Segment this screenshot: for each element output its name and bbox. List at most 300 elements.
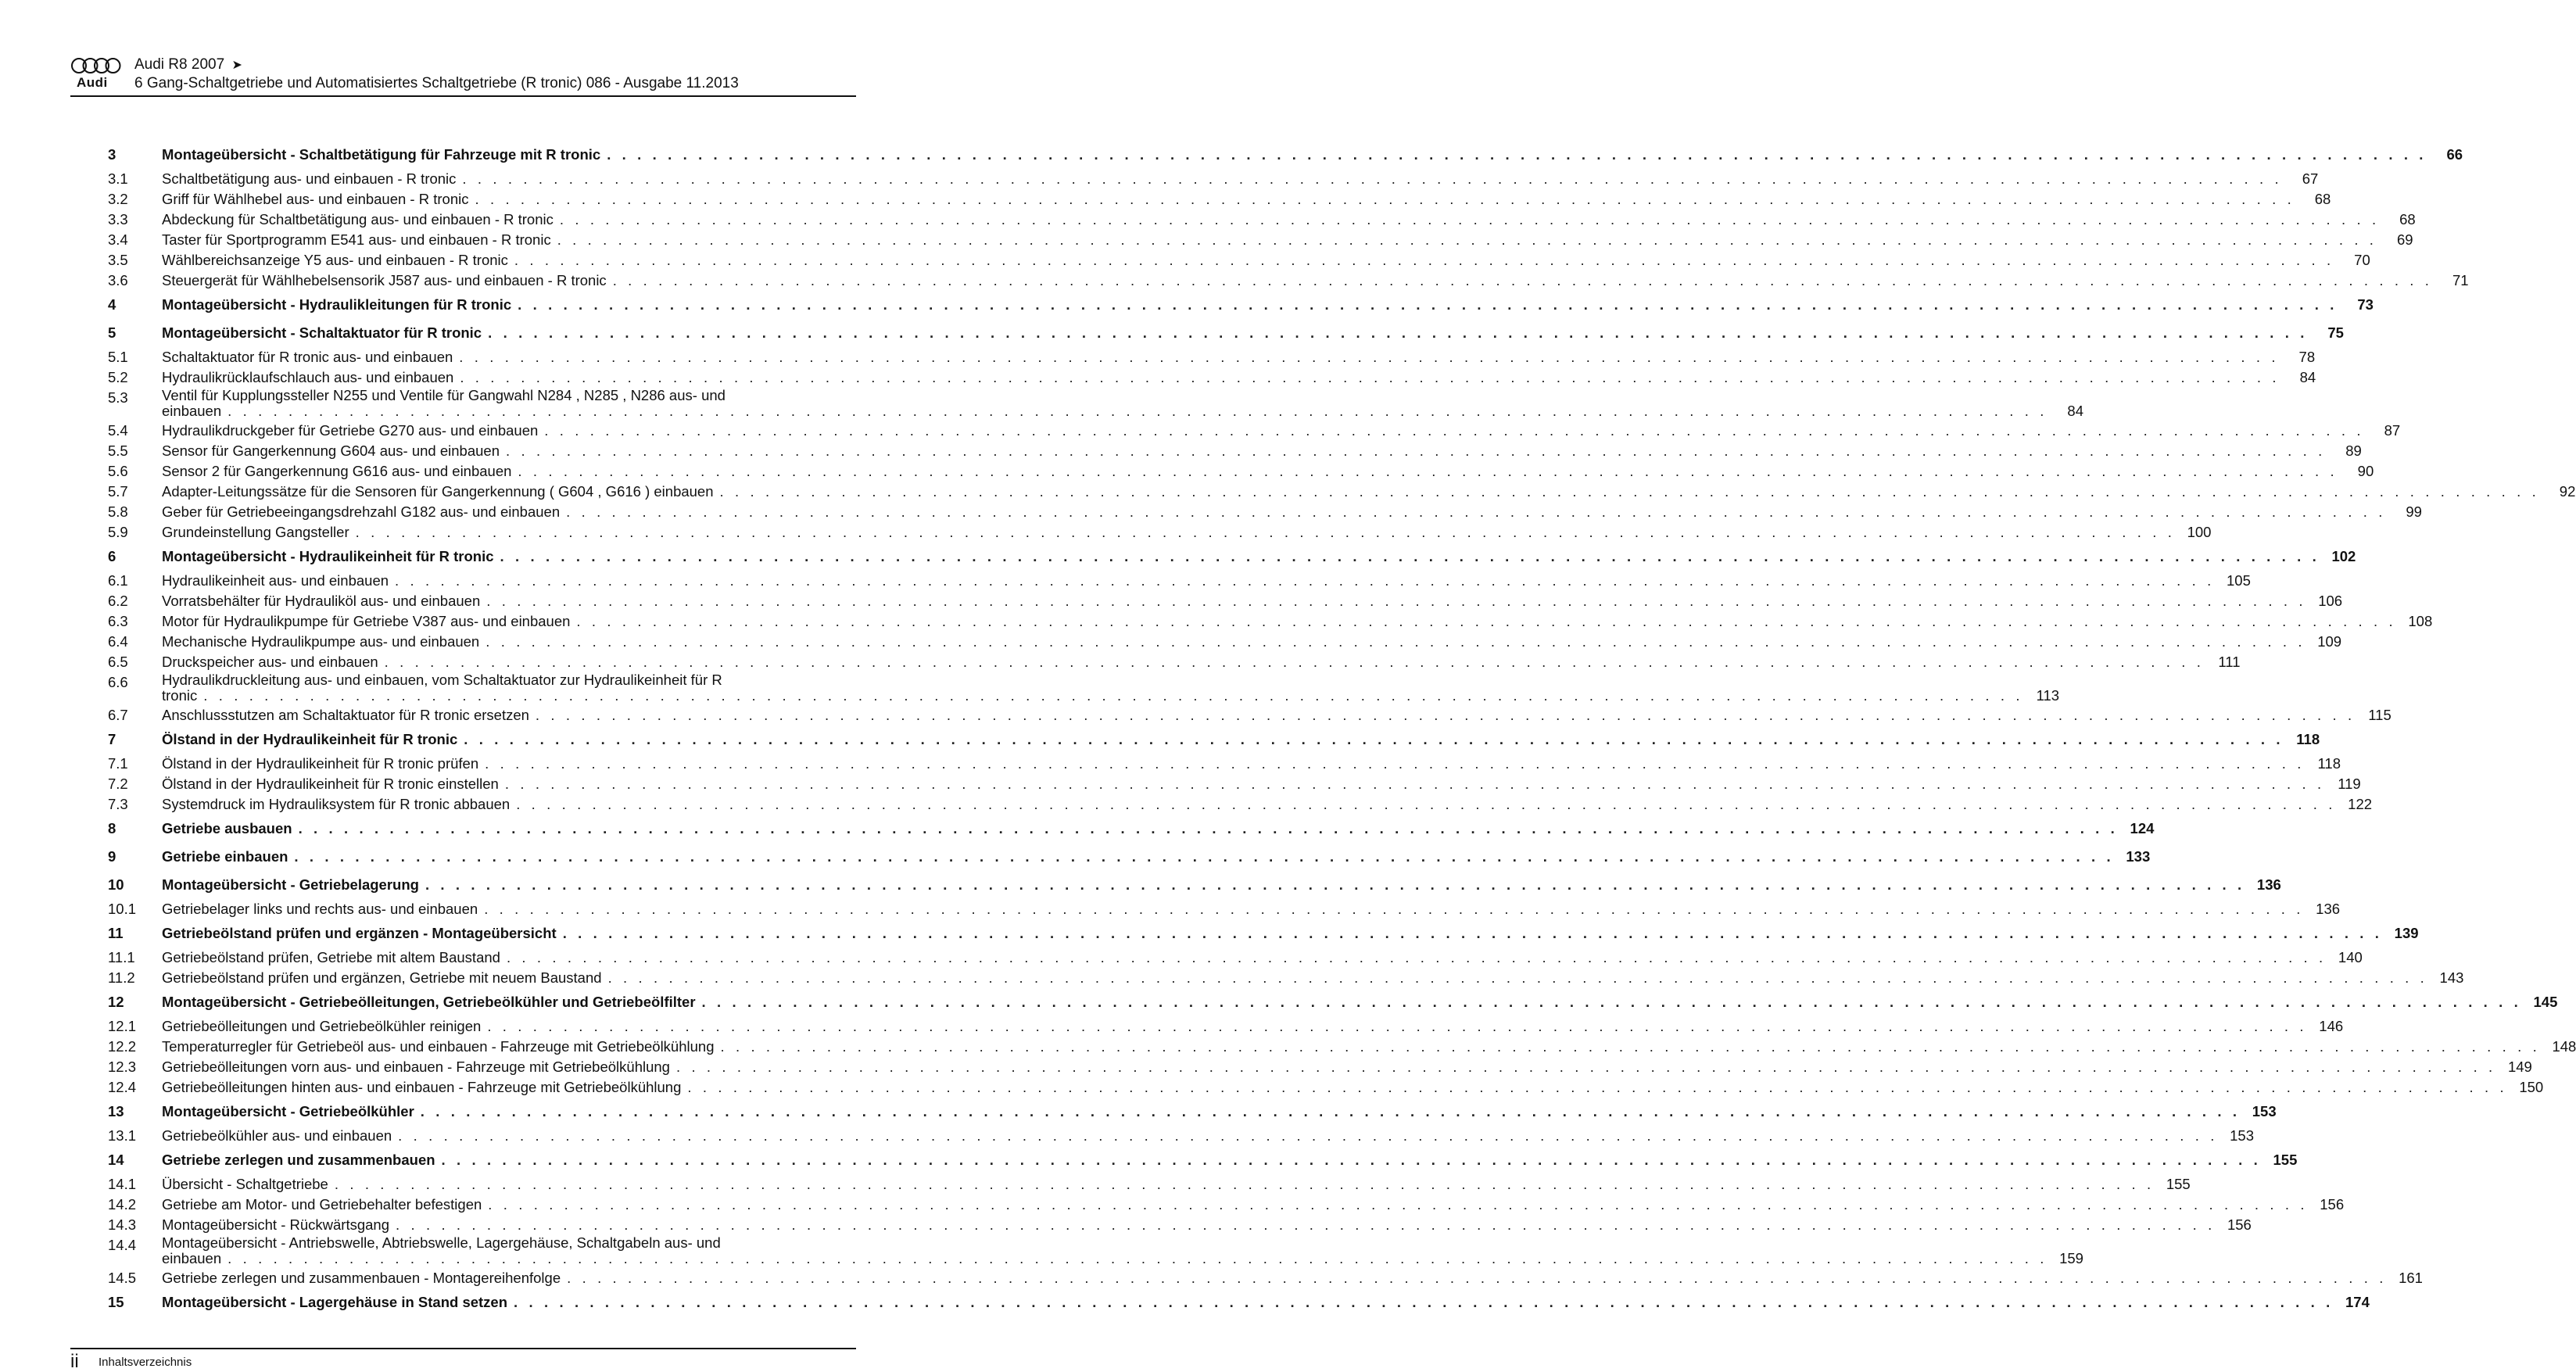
toc-entry[interactable]: [108, 169, 2319, 189]
toc-entry-body: [162, 1077, 2544, 1098]
toc-number: 3.4: [108, 231, 128, 248]
toc-entry[interactable]: [108, 1126, 2254, 1146]
toc-entry-body: [162, 611, 2433, 632]
dot-leader: . . . . . . . . . . . . . . . . . . . . . . . . . . . . . . . . . . . . . . . . . . . . . . . . . . . . . . . . . . . . . . . . . . . . . . . . . . . . . . . . . . . . . . . . . . . . . . . . . . . . . . . . . . . . . . . . . . . . . . . .: [485, 755, 2305, 772]
toc-chapter-entry[interactable]: [108, 988, 2558, 1016]
toc-title: Griff für Wählhebel aus- und einbauen - R tronic: [162, 191, 469, 207]
toc-entry[interactable]: [108, 421, 2401, 441]
toc-entry-body: [162, 1126, 2254, 1146]
toc-title: Getriebeölkühler aus- und einbauen: [162, 1127, 392, 1144]
toc-chapter-entry[interactable]: [108, 1288, 2370, 1316]
toc-entry-body: [162, 421, 2401, 441]
audi-rings-icon: [70, 56, 122, 75]
toc-number: 6.2: [108, 593, 128, 609]
toc-entry-body: [162, 899, 2341, 919]
toc-chapter-entry[interactable]: [108, 543, 2356, 571]
dot-leader: . . . . . . . . . . . . . . . . . . . . . . . . . . . . . . . . . . . . . . . . . . . . . . . . . . . . . . . . . . . . . . . . . . . . . . . . . . . . . . . . . . . . . . . . . . . . . . . . . . . . . . . . . . . . . . . . . . . . . . . .: [228, 1250, 2048, 1266]
toc-number: 5.7: [108, 483, 128, 500]
toc-page-number: 89: [2345, 442, 2362, 459]
toc-page-number: 136: [2256, 876, 2281, 893]
toc-page-number: 105: [2227, 572, 2251, 589]
dot-leader: . . . . . . . . . . . . . . . . . . . . . . . . . . . . . . . . . . . . . . . . . . . . . . . . . . . . . . . . . . . . . . . . . . . . . . . . . . . . . . . . . . . . . . . . . . . . . . . . . . . . . . . . . . . . . . . . . . . . . . . .: [612, 272, 2433, 288]
toc-entry[interactable]: [108, 774, 2361, 794]
toc-entry-body: [162, 1016, 2344, 1037]
dot-leader: . . . . . . . . . . . . . . . . . . . . . . . . . . . . . . . . . . . . . . . . . . . . . . . . . . . . . . . . . . . . . . . . . . . . . . . . . . . . . . . . . . . . . . . . . . . . . . . . . . . . . . . . . . . . . . . . . . . . . . . .: [504, 776, 2325, 792]
dot-leader: . . . . . . . . . . . . . . . . . . . . . . . . . . . . . . . . . . . . . . . . . . . . . . . . . . . . . . . . . . . . . . . . . . . . . . . . . . . . . . . . . . . . . . . . . . . . . . . . . . . . . . . . . . . . . . . . . . . . . . . .: [459, 349, 2280, 365]
toc-number: 7.2: [108, 776, 128, 792]
toc-entry-body: [162, 441, 2362, 461]
toc-number: 10: [108, 876, 124, 893]
dot-leader: . . . . . . . . . . . . . . . . . . . . . . . . . . . . . . . . . . . . . . . . . . . . . . . . . . . . . . . . . . . . . . . . . . . . . . . . . . . . . . . . . . . . . . . . . . . . . . . . . . . . . . . . . . . . . . . . . . . . . . . .: [462, 170, 2283, 187]
toc-title: Hydraulikeinheit aus- und einbauen: [162, 572, 389, 589]
toc-title: Schaltbetätigung aus- und einbauen - R tronic: [162, 170, 457, 187]
toc-entry-body: [162, 705, 2391, 725]
dot-leader: . . . . . . . . . . . . . . . . . . . . . . . . . . . . . . . . . . . . . . . . . . . . . . . . . . . . . . . . . . . . . . . . . . . . . . . . . . . . . . . . . . . . . . . . . . . . . . . . . . . . . . . . . . . . . . . . . . . . . . . .: [559, 211, 2380, 227]
toc-entry[interactable]: [108, 1215, 2252, 1235]
toc-number: 7.1: [108, 755, 128, 772]
toc-title: Getriebelager links und rechts aus- und einbauen: [162, 901, 478, 917]
toc-chapter-entry[interactable]: [108, 1098, 2277, 1126]
toc-number: 11.1: [108, 949, 135, 965]
dot-leader: . . . . . . . . . . . . . . . . . . . . . . . . . . . . . . . . . . . . . . . . . . . . . . . . . . . . . . . . . . . . . . . . . . . . . . . . . . . . . . . . . . . . . . . . . . . . . . . . . . . . . . . . . . . . . . . . . . . . . . . .: [544, 422, 2365, 439]
toc-title: Getriebeölleitungen hinten aus- und einbauen - Fahrzeuge mit Getriebeölkühlung: [162, 1079, 682, 1095]
toc-entry-body: [162, 522, 2212, 543]
dot-leader: . . . . . . . . . . . . . . . . . . . . . . . . . . . . . . . . . . . . . . . . . . . . . . . . . . . . . . . . . . . . . . . . . . . . . . . . . . . . . . . . . . . . . . . . . . . . . . . . . . . . . . . . . . . . . . . . . . . . . . . .: [487, 1018, 2308, 1034]
toc-number: 6.4: [108, 633, 128, 650]
toc-entry-body: [162, 546, 2356, 567]
toc-title: Montageübersicht - Hydraulikleitungen für R tronic: [162, 296, 512, 313]
toc-page-number: 124: [2130, 820, 2155, 836]
toc-entry-body: [162, 652, 2241, 672]
model-name: Audi R8 2007: [134, 56, 225, 73]
toc-page-number: 92: [2559, 483, 2576, 500]
toc-entry[interactable]: [108, 571, 2251, 591]
toc-number: 14.4: [108, 1237, 137, 1253]
toc-entry[interactable]: [108, 441, 2362, 461]
toc-entry[interactable]: [108, 1234, 2083, 1268]
toc-number: 14.3: [108, 1216, 137, 1233]
toc-entry-body: [162, 754, 2341, 774]
toc-title-continuation: tronic: [162, 687, 198, 704]
toc-number: 12.4: [108, 1079, 137, 1095]
toc-entry[interactable]: [108, 672, 2060, 705]
toc-page-number: 161: [2399, 1270, 2423, 1286]
page-header: [70, 56, 856, 97]
toc-title: Wählbereichsanzeige Y5 aus- und einbauen - R tronic: [162, 252, 508, 268]
toc-title: Montageübersicht - Getriebeölkühler: [162, 1103, 414, 1119]
dot-leader: . . . . . . . . . . . . . . . . . . . . . . . . . . . . . . . . . . . . . . . . . . . . . . . . . . . . . . . . . . . . . . . . . . . . . . . . . . . . . . . . . . . . . . . . . . . . . . . . . . . . . . . . . . . . . . . . . . . . . . . .: [506, 949, 2327, 965]
dot-leader: . . . . . . . . . . . . . . . . . . . . . . . . . . . . . . . . . . . . . . . . . . . . . . . . . . . . . . . . . . . . . . . . . . . . . . . . . . . . . . . . . . . . . . . . . . . . . . . . . . . . . . . . . . . . . . . . . . . . . . . .: [562, 925, 2383, 941]
toc-entry-body: [162, 1234, 2083, 1266]
toc-title: Hydraulikdruckgeber für Getriebe G270 aus- und einbauen: [162, 422, 539, 439]
toc-title: Getriebe einbauen: [162, 848, 288, 865]
toc-entry[interactable]: [108, 1174, 2191, 1195]
toc-page-number: 78: [2298, 349, 2316, 365]
toc-entry-body: [162, 169, 2319, 189]
dot-leader: . . . . . . . . . . . . . . . . . . . . . . . . . . . . . . . . . . . . . . . . . . . . . . . . . . . . . . . . . . . . . . . . . . . . . . . . . . . . . . . . . . . . . . . . . . . . . . . . . . . . . . . . . . . . . . . . . . . . . . . .: [425, 876, 2245, 893]
toc-title-continuation: einbauen: [162, 403, 222, 419]
toc-page-number: 68: [2399, 211, 2416, 227]
dot-leader: . . . . . . . . . . . . . . . . . . . . . . . . . . . . . . . . . . . . . . . . . . . . . . . . . . . . . . . . . . . . . . . . . . . . . . . . . . . . . . . . . . . . . . . . . . . . . . . . . . . . . . . . . . . . . . . . . . . . . . . .: [420, 1103, 2241, 1119]
dot-leader: . . . . . . . . . . . . . . . . . . . . . . . . . . . . . . . . . . . . . . . . . . . . . . . . . . . . . . . . . . . . . . . . . . . . . . . . . . . . . . . . . . . . . . . . . . . . . . . . . . . . . . . . . . . . . . . . . . . . . . . .: [557, 231, 2377, 248]
toc-entry-body: [162, 632, 2342, 652]
dot-leader: . . . . . . . . . . . . . . . . . . . . . . . . . . . . . . . . . . . . . . . . . . . . . . . . . . . . . . . . . . . . . . . . . . . . . . . . . . . . . . . . . . . . . . . . . . . . . . . . . . . . . . . . . . . . . . . . . . . . . . . .: [535, 707, 2356, 723]
toc-page-number: 87: [2384, 422, 2401, 439]
toc-entry-body: [162, 794, 2373, 815]
toc-title: Getriebe ausbauen: [162, 820, 292, 836]
toc-chapter-entry[interactable]: [108, 725, 2320, 754]
toc-page-number: 155: [2166, 1176, 2191, 1192]
toc-chapter-entry[interactable]: [108, 919, 2419, 948]
toc-entry-body: [162, 948, 2363, 968]
toc-number: 5.2: [108, 369, 128, 385]
toc-entry-body: [162, 1292, 2370, 1313]
toc-number: 6.7: [108, 707, 128, 723]
toc-page-number: 146: [2319, 1018, 2344, 1034]
toc-title: Getriebeölleitungen und Getriebeölkühler reinigen: [162, 1018, 482, 1034]
toc-title: Getriebeölstand prüfen und ergänzen - Montageübersicht: [162, 925, 557, 941]
toc-number: 3.5: [108, 252, 128, 268]
toc-title: Geber für Getriebeeingangsdrehzahl G182 aus- und einbauen: [162, 503, 561, 520]
dot-leader: . . . . . . . . . . . . . . . . . . . . . . . . . . . . . . . . . . . . . . . . . . . . . . . . . . . . . . . . . . . . . . . . . . . . . . . . . . . . . . . . . . . . . . . . . . . . . . . . . . . . . . . . . . . . . . . . . . . . . . . .: [607, 146, 2427, 163]
dot-leader: . . . . . . . . . . . . . . . . . . . . . . . . . . . . . . . . . . . . . . . . . . . . . . . . . . . . . . . . . . . . . . . . . . . . . . . . . . . . . . . . . . . . . . . . . . . . . . . . . . . . . . . . . . . . . . . . . . . . . . . .: [486, 593, 2307, 609]
toc-page-number: 66: [2446, 146, 2463, 163]
toc-entry-body: [162, 1215, 2252, 1235]
toc-entry-body: [162, 672, 2060, 704]
toc-entry[interactable]: [108, 652, 2241, 672]
toc-entry-body: [162, 295, 2374, 315]
toc-entry-body: [162, 1174, 2191, 1195]
toc-number: 10.1: [108, 901, 137, 917]
dot-leader: . . . . . . . . . . . . . . . . . . . . . . . . . . . . . . . . . . . . . . . . . . . . . . . . . . . . . . . . . . . . . . . . . . . . . . . . . . . . . . . . . . . . . . . . . . . . . . . . . . . . . . . . . . . . . . . . . . . . . . . .: [607, 969, 2428, 986]
toc-number: 6.5: [108, 654, 128, 670]
toc-page-number: 67: [2302, 170, 2319, 187]
arrow-icon: ➤: [231, 59, 242, 72]
toc-number: 5.9: [108, 524, 128, 540]
toc-number: 4: [108, 296, 116, 313]
toc-entry-body: [162, 923, 2419, 944]
toc-chapter-entry[interactable]: [108, 291, 2374, 319]
toc-title: Übersicht - Schaltgetriebe: [162, 1176, 328, 1192]
toc-entry[interactable]: [108, 461, 2374, 482]
dot-leader: . . . . . . . . . . . . . . . . . . . . . . . . . . . . . . . . . . . . . . . . . . . . . . . . . . . . . . . . . . . . . . . . . . . . . . . . . . . . . . . . . . . . . . . . . . . . . . . . . . . . . . . . . . . . . . . . . . . . . . . .: [488, 324, 2308, 341]
toc-entry-body: [162, 847, 2151, 867]
toc-title: Getriebe zerlegen und zusammenbauen: [162, 1152, 435, 1168]
toc-chapter-entry[interactable]: [108, 843, 2151, 871]
toc-page-number: 133: [2126, 848, 2151, 865]
model-title: [134, 56, 242, 73]
toc-entry-body: [162, 347, 2316, 367]
toc-title-continuation-line: [162, 687, 2060, 704]
toc-title: Sensor 2 für Gangerkennung G616 aus- und einbauen: [162, 463, 512, 479]
toc-entry-body: [162, 482, 2576, 502]
toc-number: 12.2: [108, 1038, 137, 1055]
toc-entry-body: [162, 875, 2281, 895]
dot-leader: . . . . . . . . . . . . . . . . . . . . . . . . . . . . . . . . . . . . . . . . . . . . . . . . . . . . . . . . . . . . . . . . . . . . . . . . . . . . . . . . . . . . . . . . . . . . . . . . . . . . . . . . . . . . . . . . . . . . . . . .: [720, 1038, 2541, 1055]
dot-leader: . . . . . . . . . . . . . . . . . . . . . . . . . . . . . . . . . . . . . . . . . . . . . . . . . . . . . . . . . . . . . . . . . . . . . . . . . . . . . . . . . . . . . . . . . . . . . . . . . . . . . . . . . . . . . . . . . . . . . . . .: [505, 442, 2326, 459]
header-divider: [70, 95, 856, 97]
toc-entry-body: [162, 992, 2558, 1012]
dot-leader: . . . . . . . . . . . . . . . . . . . . . . . . . . . . . . . . . . . . . . . . . . . . . . . . . . . . . . . . . . . . . . . . . . . . . . . . . . . . . . . . . . . . . . . . . . . . . . . . . . . . . . . . . . . . . . . . . . . . . . . .: [294, 848, 2115, 865]
toc-number: 6.1: [108, 572, 128, 589]
toc-number: 5.4: [108, 422, 128, 439]
toc-page-number: 150: [2519, 1079, 2544, 1095]
toc-entry-body: [162, 367, 2316, 388]
toc-entry[interactable]: [108, 968, 2464, 988]
toc-page-number: 153: [2230, 1127, 2254, 1144]
toc-number: 11.2: [108, 969, 135, 986]
dot-leader: . . . . . . . . . . . . . . . . . . . . . . . . . . . . . . . . . . . . . . . . . . . . . . . . . . . . . . . . . . . . . . . . . . . . . . . . . . . . . . . . . . . . . . . . . . . . . . . . . . . . . . . . . . . . . . . . . . . . . . . .: [228, 403, 2048, 419]
toc-number: 3.1: [108, 170, 128, 187]
toc-title: Adapter-Leitungssätze für die Sensoren für Gangerkennung ( G604 , G616 ) einbauen: [162, 483, 714, 500]
dot-leader: . . . . . . . . . . . . . . . . . . . . . . . . . . . . . . . . . . . . . . . . . . . . . . . . . . . . . . . . . . . . . . . . . . . . . . . . . . . . . . . . . . . . . . . . . . . . . . . . . . . . . . . . . . . . . . . . . . . . . . . .: [485, 633, 2306, 650]
toc-entry-body: [162, 729, 2320, 750]
document-subtitle: 6 Gang-Schaltgetriebe und Automatisiertes Schaltgetriebe (R tronic) 086 - Ausgabe 11.2013: [134, 75, 739, 91]
dot-leader: . . . . . . . . . . . . . . . . . . . . . . . . . . . . . . . . . . . . . . . . . . . . . . . . . . . . . . . . . . . . . . . . . . . . . . . . . . . . . . . . . . . . . . . . . . . . . . . . . . . . . . . . . . . . . . . . . . . . . . . .: [516, 796, 2337, 812]
toc-chapter-entry[interactable]: [108, 871, 2281, 899]
toc-entry[interactable]: [108, 754, 2341, 774]
toc-number: 14: [108, 1152, 124, 1168]
toc-entry[interactable]: [108, 1037, 2576, 1057]
dot-leader: . . . . . . . . . . . . . . . . . . . . . . . . . . . . . . . . . . . . . . . . . . . . . . . . . . . . . . . . . . . . . . . . . . . . . . . . . . . . . . . . . . . . . . . . . . . . . . . . . . . . . . . . . . . . . . . . . . . . . . . .: [518, 463, 2338, 479]
dot-leader: . . . . . . . . . . . . . . . . . . . . . . . . . . . . . . . . . . . . . . . . . . . . . . . . . . . . . . . . . . . . . . . . . . . . . . . . . . . . . . . . . . . . . . . . . . . . . . . . . . . . . . . . . . . . . . . . . . . . . . . .: [576, 613, 2397, 629]
toc-entry-body: [162, 145, 2463, 165]
toc-number: 5: [108, 324, 116, 341]
toc-entry[interactable]: [108, 948, 2363, 968]
toc-number: 3.3: [108, 211, 128, 227]
dot-leader: . . . . . . . . . . . . . . . . . . . . . . . . . . . . . . . . . . . . . . . . . . . . . . . . . . . . . . . . . . . . . . . . . . . . . . . . . . . . . . . . . . . . . . . . . . . . . . . . . . . . . . . . . . . . . . . . . . . . . . . .: [514, 252, 2334, 268]
toc-entry[interactable]: [108, 1016, 2344, 1037]
toc-entry-body: [162, 270, 2469, 291]
toc-entry-body: [162, 1150, 2298, 1170]
toc-title: Getriebeölstand prüfen und ergänzen, Getriebe mit neuem Baustand: [162, 969, 602, 986]
toc-title: Schaltaktuator für R tronic aus- und einbauen: [162, 349, 453, 365]
toc-page-number: 113: [2036, 687, 2060, 704]
toc-title: Hydraulikrücklaufschlauch aus- und einbauen: [162, 369, 454, 385]
toc-entry-body: [162, 461, 2374, 482]
toc-title: Motor für Hydraulikpumpe für Getriebe V387 aus- und einbauen: [162, 613, 571, 629]
toc-number: 14.1: [108, 1176, 137, 1192]
toc-page-number: 111: [2218, 654, 2241, 670]
toc-entry[interactable]: [108, 270, 2469, 291]
toc-entry[interactable]: [108, 794, 2373, 815]
dot-leader: . . . . . . . . . . . . . . . . . . . . . . . . . . . . . . . . . . . . . . . . . . . . . . . . . . . . . . . . . . . . . . . . . . . . . . . . . . . . . . . . . . . . . . . . . . . . . . . . . . . . . . . . . . . . . . . . . . . . . . . .: [441, 1152, 2262, 1168]
toc-entry-body: [162, 968, 2464, 988]
toc-page-number: 145: [2533, 994, 2558, 1010]
toc-number: 5.6: [108, 463, 128, 479]
toc-entry-body: [162, 387, 2083, 419]
toc-page-number: 159: [2059, 1250, 2083, 1266]
toc-title: Ventil für Kupplungssteller N255 und Ventile für Gangwahl N284 , N285 , N286 aus- und: [162, 387, 726, 403]
footer-divider: [70, 1348, 856, 1349]
toc-page-number: 122: [2348, 796, 2373, 812]
toc-entry[interactable]: [108, 1195, 2345, 1215]
toc-title: Montageübersicht - Getriebelagerung: [162, 876, 419, 893]
toc-number: 13.1: [108, 1127, 137, 1144]
toc-entry[interactable]: [108, 230, 2413, 250]
toc-title: Mechanische Hydraulikpumpe aus- und einbauen: [162, 633, 480, 650]
toc-page-number: 109: [2317, 633, 2342, 650]
dot-leader: . . . . . . . . . . . . . . . . . . . . . . . . . . . . . . . . . . . . . . . . . . . . . . . . . . . . . . . . . . . . . . . . . . . . . . . . . . . . . . . . . . . . . . . . . . . . . . . . . . . . . . . . . . . . . . . . . . . . . . . .: [488, 1196, 2309, 1213]
dot-leader: . . . . . . . . . . . . . . . . . . . . . . . . . . . . . . . . . . . . . . . . . . . . . . . . . . . . . . . . . . . . . . . . . . . . . . . . . . . . . . . . . . . . . . . . . . . . . . . . . . . . . . . . . . . . . . . . . . . . . . . .: [203, 687, 2024, 704]
toc-entry[interactable]: [108, 522, 2212, 543]
toc-number: 9: [108, 848, 116, 865]
toc-page-number: 143: [2439, 969, 2464, 986]
table-of-contents: [108, 141, 2576, 1316]
toc-title: Ölstand in der Hydraulikeinheit für R tronic: [162, 731, 458, 747]
toc-number: 12.1: [108, 1018, 137, 1034]
toc-entry-body: [162, 774, 2361, 794]
toc-title: Montageübersicht - Schaltbetätigung für Fahrzeuge mit R tronic: [162, 146, 601, 163]
toc-title: Getriebe zerlegen und zusammenbauen - Montagereihenfolge: [162, 1270, 561, 1286]
toc-number: 6.6: [108, 674, 128, 690]
toc-title: Druckspeicher aus- und einbauen: [162, 654, 378, 670]
toc-page-number: 174: [2345, 1294, 2370, 1310]
toc-title: Getriebe am Motor- und Getriebehalter befestigen: [162, 1196, 482, 1213]
toc-page-number: 153: [2252, 1103, 2277, 1119]
toc-entry-body: [162, 230, 2413, 250]
toc-number: 15: [108, 1294, 124, 1310]
toc-entry-body: [162, 189, 2331, 210]
toc-page-number: 118: [2317, 755, 2341, 772]
toc-entry-body: [162, 571, 2251, 591]
toc-entry[interactable]: [108, 347, 2316, 367]
toc-page-number: 75: [2327, 324, 2344, 341]
dot-leader: . . . . . . . . . . . . . . . . . . . . . . . . . . . . . . . . . . . . . . . . . . . . . . . . . . . . . . . . . . . . . . . . . . . . . . . . . . . . . . . . . . . . . . . . . . . . . . . . . . . . . . . . . . . . . . . . . . . . . . . .: [384, 654, 2205, 670]
toc-page-number: 99: [2406, 503, 2422, 520]
toc-title: Temperaturregler für Getriebeöl aus- und einbauen - Fahrzeuge mit Getriebeölkühlung: [162, 1038, 715, 1055]
toc-title: Taster für Sportprogramm E541 aus- und einbauen - R tronic: [162, 231, 551, 248]
toc-entry[interactable]: [108, 611, 2433, 632]
toc-number: 5.3: [108, 389, 128, 406]
dot-leader: . . . . . . . . . . . . . . . . . . . . . . . . . . . . . . . . . . . . . . . . . . . . . . . . . . . . . . . . . . . . . . . . . . . . . . . . . . . . . . . . . . . . . . . . . . . . . . . . . . . . . . . . . . . . . . . . . . . . . . . .: [355, 524, 2176, 540]
toc-entry-body: [162, 1195, 2345, 1215]
dot-leader: . . . . . . . . . . . . . . . . . . . . . . . . . . . . . . . . . . . . . . . . . . . . . . . . . . . . . . . . . . . . . . . . . . . . . . . . . . . . . . . . . . . . . . . . . . . . . . . . . . . . . . . . . . . . . . . . . . . . . . . .: [334, 1176, 2155, 1192]
toc-title: Montageübersicht - Rückwärtsgang: [162, 1216, 390, 1233]
toc-number: 11: [108, 925, 124, 941]
dot-leader: . . . . . . . . . . . . . . . . . . . . . . . . . . . . . . . . . . . . . . . . . . . . . . . . . . . . . . . . . . . . . . . . . . . . . . . . . . . . . . . . . . . . . . . . . . . . . . . . . . . . . . . . . . . . . . . . . . . . . . . .: [514, 1294, 2334, 1310]
dot-leader: . . . . . . . . . . . . . . . . . . . . . . . . . . . . . . . . . . . . . . . . . . . . . . . . . . . . . . . . . . . . . . . . . . . . . . . . . . . . . . . . . . . . . . . . . . . . . . . . . . . . . . . . . . . . . . . . . . . . . . . .: [687, 1079, 2508, 1095]
toc-title: Systemdruck im Hydrauliksystem für R tronic abbauen: [162, 796, 511, 812]
dot-leader: . . . . . . . . . . . . . . . . . . . . . . . . . . . . . . . . . . . . . . . . . . . . . . . . . . . . . . . . . . . . . . . . . . . . . . . . . . . . . . . . . . . . . . . . . . . . . . . . . . . . . . . . . . . . . . . . . . . . . . . .: [719, 483, 2540, 500]
toc-title: Getriebeölstand prüfen, Getriebe mit altem Baustand: [162, 949, 500, 965]
toc-entry[interactable]: [108, 502, 2422, 522]
toc-entry[interactable]: [108, 367, 2316, 388]
toc-entry[interactable]: [108, 591, 2343, 611]
dot-leader: . . . . . . . . . . . . . . . . . . . . . . . . . . . . . . . . . . . . . . . . . . . . . . . . . . . . . . . . . . . . . . . . . . . . . . . . . . . . . . . . . . . . . . . . . . . . . . . . . . . . . . . . . . . . . . . . . . . . . . . .: [484, 901, 2305, 917]
dot-leader: . . . . . . . . . . . . . . . . . . . . . . . . . . . . . . . . . . . . . . . . . . . . . . . . . . . . . . . . . . . . . . . . . . . . . . . . . . . . . . . . . . . . . . . . . . . . . . . . . . . . . . . . . . . . . . . . . . . . . . . .: [464, 731, 2284, 747]
toc-number: 3: [108, 146, 116, 163]
toc-page-number: 136: [2316, 901, 2341, 917]
toc-page-number: 84: [2067, 403, 2083, 419]
toc-entry[interactable]: [108, 210, 2416, 230]
toc-page-number: 69: [2396, 231, 2413, 248]
toc-number: 5.5: [108, 442, 128, 459]
toc-number: 14.5: [108, 1270, 137, 1286]
toc-title-continuation-line: [162, 1250, 2083, 1266]
toc-entry[interactable]: [108, 250, 2370, 270]
toc-entry[interactable]: [108, 1268, 2423, 1288]
toc-page-number: 155: [2273, 1152, 2298, 1168]
toc-page-number: 73: [2357, 296, 2374, 313]
toc-page-number: 118: [2296, 731, 2320, 747]
toc-entry[interactable]: [108, 705, 2391, 725]
dot-leader: . . . . . . . . . . . . . . . . . . . . . . . . . . . . . . . . . . . . . . . . . . . . . . . . . . . . . . . . . . . . . . . . . . . . . . . . . . . . . . . . . . . . . . . . . . . . . . . . . . . . . . . . . . . . . . . . . . . . . . . .: [298, 820, 2119, 836]
toc-chapter-entry[interactable]: [108, 141, 2463, 169]
toc-entry-body: [162, 502, 2422, 522]
toc-page-number: 100: [2187, 524, 2212, 540]
toc-entry-body: [162, 591, 2343, 611]
dot-leader: . . . . . . . . . . . . . . . . . . . . . . . . . . . . . . . . . . . . . . . . . . . . . . . . . . . . . . . . . . . . . . . . . . . . . . . . . . . . . . . . . . . . . . . . . . . . . . . . . . . . . . . . . . . . . . . . . . . . . . . .: [567, 1270, 2387, 1286]
toc-title: Sensor für Gangerkennung G604 aus- und einbauen: [162, 442, 500, 459]
toc-entry-body: [162, 1268, 2423, 1288]
toc-number: 6.3: [108, 613, 128, 629]
toc-entry-body: [162, 1057, 2532, 1077]
toc-number: 7.3: [108, 796, 128, 812]
toc-number: 12: [108, 994, 124, 1010]
dot-leader: . . . . . . . . . . . . . . . . . . . . . . . . . . . . . . . . . . . . . . . . . . . . . . . . . . . . . . . . . . . . . . . . . . . . . . . . . . . . . . . . . . . . . . . . . . . . . . . . . . . . . . . . . . . . . . . . . . . . . . . .: [518, 296, 2338, 313]
toc-title: Vorratsbehälter für Hydrauliköl aus- und einbauen: [162, 593, 481, 609]
toc-title: Montageübersicht - Antriebswelle, Abtriebswelle, Lagergehäuse, Schaltgabeln aus- und: [162, 1234, 721, 1251]
toc-title: Hydraulikdruckleitung aus- und einbauen, vom Schaltaktuator zur Hydraulikeinheit für R: [162, 672, 722, 688]
toc-chapter-entry[interactable]: [108, 1146, 2298, 1174]
toc-number: 6: [108, 548, 116, 564]
toc-page-number: 68: [2314, 191, 2331, 207]
toc-title: Grundeinstellung Gangsteller: [162, 524, 349, 540]
footer-page-number: ii: [70, 1351, 79, 1372]
toc-number: 7: [108, 731, 116, 747]
dot-leader: . . . . . . . . . . . . . . . . . . . . . . . . . . . . . . . . . . . . . . . . . . . . . . . . . . . . . . . . . . . . . . . . . . . . . . . . . . . . . . . . . . . . . . . . . . . . . . . . . . . . . . . . . . . . . . . . . . . . . . . .: [701, 994, 2522, 1010]
toc-entry[interactable]: [108, 1077, 2544, 1098]
toc-page-number: 140: [2338, 949, 2363, 965]
toc-title: Montageübersicht - Schaltaktuator für R tronic: [162, 324, 482, 341]
toc-page-number: 119: [2338, 776, 2361, 792]
toc-entry[interactable]: [108, 387, 2083, 421]
toc-title: Steuergerät für Wählhebelsensorik J587 aus- und einbauen - R tronic: [162, 272, 607, 288]
toc-page-number: 156: [2320, 1196, 2345, 1213]
dot-leader: . . . . . . . . . . . . . . . . . . . . . . . . . . . . . . . . . . . . . . . . . . . . . . . . . . . . . . . . . . . . . . . . . . . . . . . . . . . . . . . . . . . . . . . . . . . . . . . . . . . . . . . . . . . . . . . . . . . . . . . .: [398, 1127, 2218, 1144]
toc-number: 3.6: [108, 272, 128, 288]
toc-page-number: 102: [2331, 548, 2356, 564]
toc-page-number: 70: [2354, 252, 2370, 268]
toc-entry-body: [162, 250, 2370, 270]
toc-entry[interactable]: [108, 899, 2341, 919]
toc-entry[interactable]: [108, 632, 2342, 652]
toc-page-number: 156: [2227, 1216, 2252, 1233]
toc-title: Ölstand in der Hydraulikeinheit für R tronic einstellen: [162, 776, 499, 792]
toc-number: 5.8: [108, 503, 128, 520]
toc-entry-body: [162, 819, 2155, 839]
toc-number: 3.2: [108, 191, 128, 207]
toc-title: Anschlussstutzen am Schaltaktuator für R tronic ersetzen: [162, 707, 529, 723]
toc-page-number: 106: [2318, 593, 2343, 609]
toc-entry[interactable]: [108, 482, 2576, 502]
toc-chapter-entry[interactable]: [108, 319, 2344, 347]
toc-entry[interactable]: [108, 189, 2331, 210]
toc-number: 8: [108, 820, 116, 836]
toc-entry[interactable]: [108, 1057, 2532, 1077]
toc-page-number: 108: [2408, 613, 2433, 629]
toc-page-number: 90: [2357, 463, 2374, 479]
toc-chapter-entry[interactable]: [108, 815, 2155, 843]
toc-entry-body: [162, 323, 2344, 343]
toc-page-number: 148: [2552, 1038, 2576, 1055]
dot-leader: . . . . . . . . . . . . . . . . . . . . . . . . . . . . . . . . . . . . . . . . . . . . . . . . . . . . . . . . . . . . . . . . . . . . . . . . . . . . . . . . . . . . . . . . . . . . . . . . . . . . . . . . . . . . . . . . . . . . . . . .: [396, 1216, 2216, 1233]
toc-page-number: 149: [2507, 1059, 2532, 1075]
dot-leader: . . . . . . . . . . . . . . . . . . . . . . . . . . . . . . . . . . . . . . . . . . . . . . . . . . . . . . . . . . . . . . . . . . . . . . . . . . . . . . . . . . . . . . . . . . . . . . . . . . . . . . . . . . . . . . . . . . . . . . . .: [675, 1059, 2496, 1075]
toc-page-number: 71: [2452, 272, 2469, 288]
toc-number: 5.1: [108, 349, 128, 365]
